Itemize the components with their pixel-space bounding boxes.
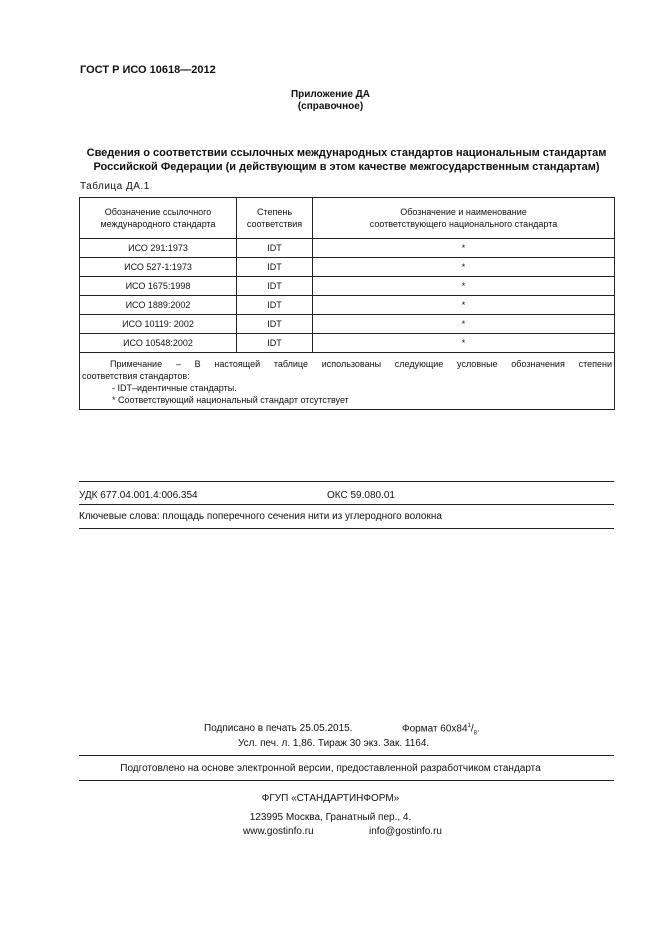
cell-intl-standard: ИСО 10119: 2002 [80, 315, 237, 334]
divider-top [79, 481, 614, 482]
signed-date: Подписано в печать 25.05.2015. [204, 723, 353, 734]
email-link[interactable]: info@gostinfo.ru [369, 826, 442, 837]
note-line-4: * Соответствующий национальный стандарт отсутствует [112, 395, 349, 405]
cell-intl-standard: ИСО 1675:1998 [80, 277, 237, 296]
cell-degree: IDT [237, 239, 313, 258]
cell-national-standard: * [313, 277, 615, 296]
section-heading-line-2: Российской Федерации (и действующим в этом качестве межгосударственным стандартам) [93, 161, 600, 173]
note-line-3: - IDT–идентичные стандарты. [112, 383, 237, 393]
appendix-subtitle: (справочное) [297, 101, 364, 112]
print-info: Усл. печ. л. 1,86. Тираж 30 экз. Зак. 1164. [238, 738, 430, 749]
cell-degree: IDT [237, 334, 313, 353]
table-label: Таблица ДА.1 [80, 181, 150, 192]
table-header-row [80, 198, 615, 239]
cell-national-standard: * [313, 296, 615, 315]
note-line-2: соответствия стандартов: [82, 371, 190, 381]
cell-national-standard: * [313, 239, 615, 258]
website-link[interactable]: www.gostinfo.ru [243, 826, 314, 837]
note-line-1: Примечание – В настоящей таблице использованы следующие условные обозначения степени [110, 359, 612, 369]
header-intl-standard: Обозначение ссылочного международного стандарта [80, 198, 237, 239]
table-note-row [80, 353, 615, 410]
appendix-title: Приложение ДА [290, 89, 371, 100]
publisher-address: 123995 Москва, Гранатный пер., 4. [249, 812, 412, 823]
header-conformity-degree: Степень соответствия [237, 198, 313, 239]
cell-national-standard: * [313, 334, 615, 353]
divider-imprint-bottom [79, 780, 614, 781]
table-note [80, 353, 615, 410]
divider-middle [79, 504, 614, 505]
cell-intl-standard: ИСО 291:1973 [80, 239, 237, 258]
prepared-note: Подготовлено на основе электронной версии, предоставленной разработчиком стандарта [120, 763, 541, 774]
table-row [80, 334, 615, 353]
udk-code: УДК 677.04.001.4:006.354 [79, 490, 198, 501]
divider-imprint-top [79, 755, 614, 756]
table-row [80, 277, 615, 296]
table-row [80, 239, 615, 258]
section-heading-line-1: Сведения о соответствии ссылочных международных стандартов национальным стандартам [86, 147, 607, 159]
table-row [80, 296, 615, 315]
cell-intl-standard: ИСО 527-1:1973 [80, 258, 237, 277]
document-code: ГОСТ Р ИСО 10618—2012 [80, 64, 216, 76]
cell-degree: IDT [237, 296, 313, 315]
paper-format: Формат $60x84^1/_8$. [402, 723, 480, 737]
keywords: Ключевые слова: площадь поперечного сечения нити из углеродного волокна [79, 511, 442, 522]
publisher-name: ФГУП «СТАНДАРТИНФОРМ» [261, 793, 400, 804]
cell-national-standard: * [313, 258, 615, 277]
cell-national-standard: * [313, 315, 615, 334]
cell-intl-standard: ИСО 10548:2002 [80, 334, 237, 353]
table-row [80, 258, 615, 277]
cell-degree: IDT [237, 315, 313, 334]
cell-intl-standard: ИСО 1889:2002 [80, 296, 237, 315]
table-row [80, 315, 615, 334]
standards-table [79, 197, 615, 410]
cell-degree: IDT [237, 277, 313, 296]
divider-bottom [79, 528, 614, 529]
oks-code: ОКС 59.080.01 [327, 490, 395, 501]
cell-degree: IDT [237, 258, 313, 277]
header-national-standard: Обозначение и наименование соответствующего национального стандарта [313, 198, 615, 239]
